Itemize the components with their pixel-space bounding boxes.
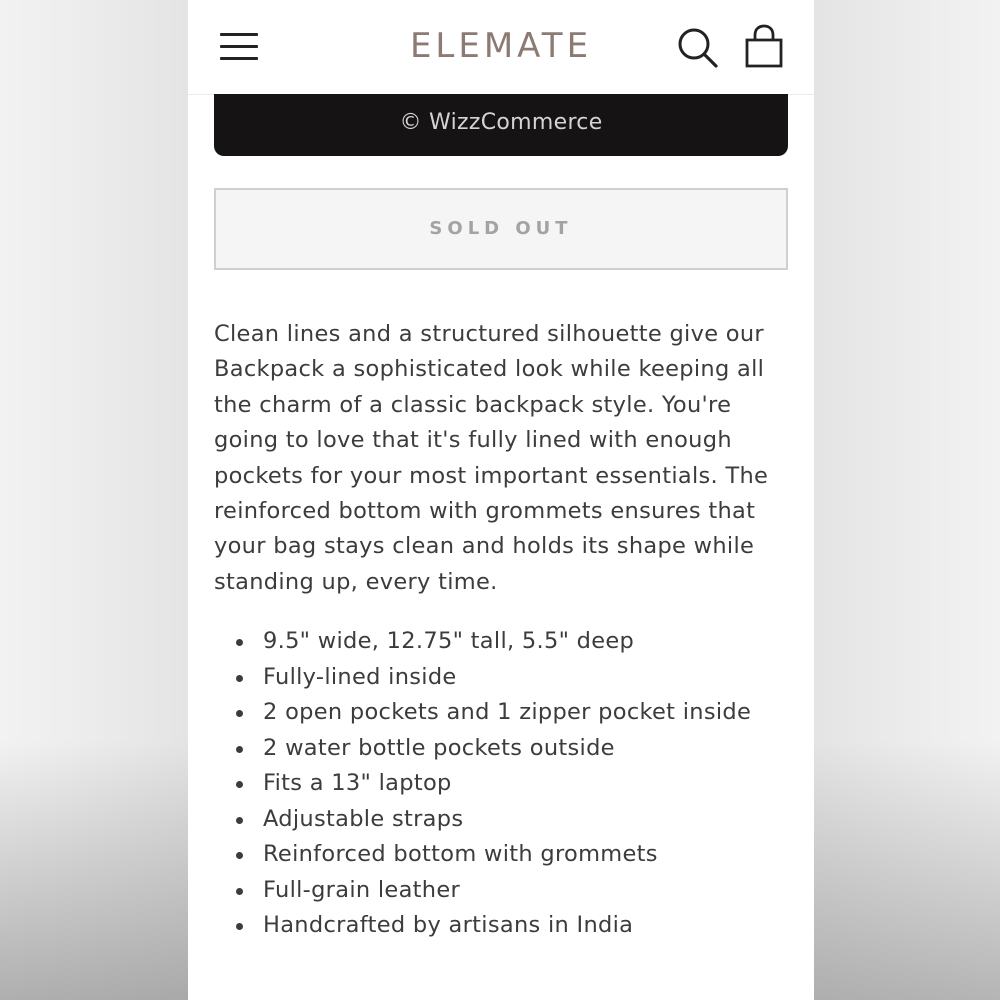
background-right-blur: [814, 0, 1000, 1000]
feature-text: Fully-lined inside: [263, 663, 457, 690]
feature-text: Handcrafted by artisans in India: [263, 912, 634, 938]
bullet-icon: [236, 710, 243, 717]
feature-text: Fits a 13" laptop: [263, 770, 452, 796]
feature-item: [214, 766, 804, 802]
feature-item: [214, 695, 804, 731]
brand-logo[interactable]: ELEMATE: [409, 26, 593, 66]
feature-text: Adjustable straps: [263, 805, 464, 832]
product-description: Clean lines and a structured silhouette give our Backpack a sophisticated look while keeping all the charm of a classic backpack style. You're going to love that it's fully lined with enough pockets for your most important essentials. The reinforced bottom with grommets ensures that your bag stays clean and holds its shape while standing up, every time.: [214, 321, 769, 595]
bullet-icon: [236, 852, 243, 859]
feature-text: 2 open pockets and 1 zipper pocket inside: [263, 699, 752, 725]
feature-item: [214, 873, 804, 909]
credit-text: © WizzCommerce: [399, 110, 603, 135]
shopping-bag-icon[interactable]: [742, 24, 786, 70]
feature-text: Full-grain leather: [263, 876, 461, 903]
feature-item: [214, 837, 804, 873]
feature-item: [214, 731, 804, 767]
bullet-icon: [236, 817, 243, 824]
search-icon[interactable]: [676, 26, 720, 70]
feature-text: 9.5" wide, 12.75" tall, 5.5" deep: [263, 628, 635, 654]
feature-item: [214, 802, 804, 838]
bullet-icon: [236, 675, 243, 682]
background-left-blur: [0, 0, 188, 1000]
bullet-icon: [236, 781, 243, 788]
product-page: [188, 0, 814, 1000]
bullet-icon: [236, 888, 243, 895]
site-header: [188, 0, 814, 95]
feature-item: [214, 660, 804, 696]
bullet-icon: [236, 923, 243, 930]
feature-item: [214, 624, 804, 660]
bullet-icon: [236, 639, 243, 646]
feature-item: [214, 908, 804, 944]
product-features-list: [214, 624, 804, 944]
feature-text: 2 water bottle pockets outside: [263, 734, 615, 761]
feature-text: Reinforced bottom with grommets: [263, 841, 658, 867]
sold-out-button[interactable]: SOLD OUT: [214, 188, 788, 270]
footer-credit-bar: [214, 94, 788, 156]
bullet-icon: [236, 746, 243, 753]
